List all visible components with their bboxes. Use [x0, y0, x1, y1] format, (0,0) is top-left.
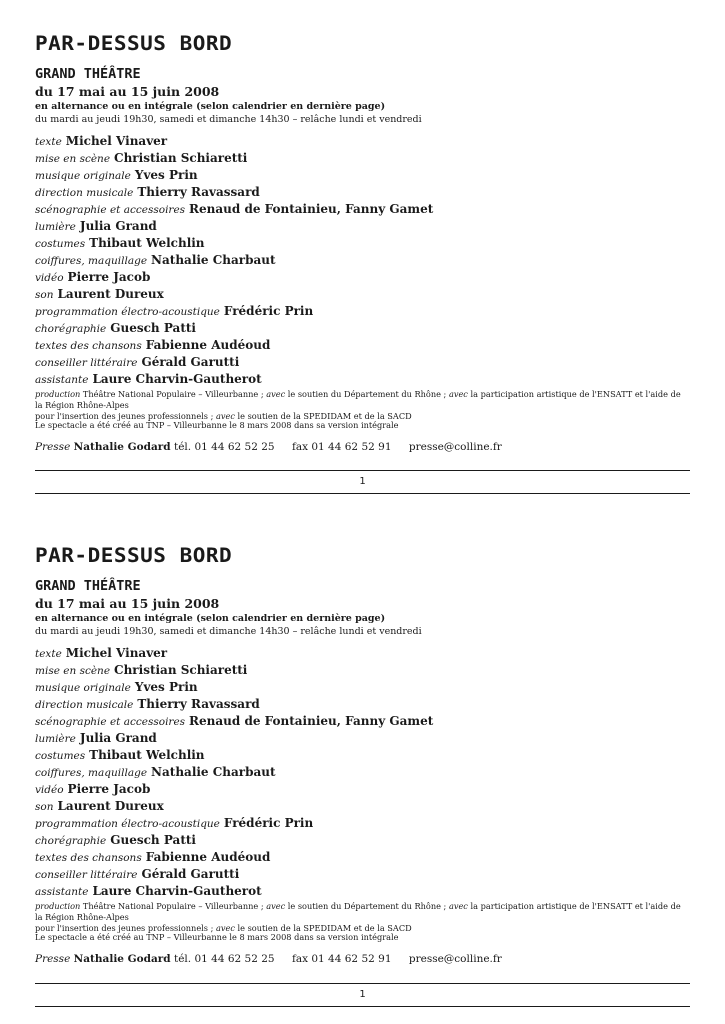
production-avec: avec	[448, 389, 468, 399]
credit-role: vidéo	[35, 272, 64, 284]
credits-list	[35, 131, 690, 386]
credit-name: Julia Grand	[79, 219, 157, 233]
date-range: du 17 mai au 15 juin 2008	[35, 596, 220, 611]
production-text: la participation artistique de l'ENSATT et l'aide de la Région Rhône-Alpes	[35, 389, 681, 410]
credit-name: Renaud de Fontainieu, Fanny Gamet	[189, 714, 434, 728]
press-email: presse@colline.fr	[408, 441, 502, 453]
credit-role: direction musicale	[35, 699, 134, 711]
production-text: pour l'insertion des jeunes professionnels ;	[35, 411, 214, 421]
alternance-note: en alternance ou en intégrale (selon calendrier en dernière page)	[35, 101, 386, 112]
document-sheet	[35, 540, 690, 1000]
credit-name: Thibaut Welchlin	[89, 748, 205, 762]
credit-role: mise en scène	[35, 665, 111, 677]
credit-name: Michel Vinaver	[65, 646, 168, 660]
credit-name: Yves Prin	[134, 680, 198, 694]
creation-note: Le spectacle a été créé au TNP – Villeurbanne le 8 mars 2008 dans sa version intégrale	[35, 932, 399, 942]
credit-line	[35, 813, 690, 830]
production-avec: avec	[266, 389, 286, 399]
page-footer	[35, 983, 690, 1007]
production-text: Théâtre National Populaire – Villeurbanne ;	[82, 901, 264, 911]
credit-line	[35, 216, 690, 233]
credit-line	[35, 182, 690, 199]
production-avec: avec	[266, 901, 286, 911]
credit-role: direction musicale	[35, 187, 134, 199]
credit-line	[35, 369, 690, 386]
credit-name: Nathalie Charbaut	[151, 253, 276, 267]
credit-name: Thierry Ravassard	[137, 185, 260, 199]
credit-name: Frédéric Prin	[223, 304, 314, 318]
production-text: le soutien de la SPEDIDAM et de la SACD	[237, 411, 412, 421]
page-number: 1	[359, 476, 366, 487]
credit-role: costumes	[35, 750, 86, 762]
credit-role: lumière	[35, 733, 76, 745]
credit-line	[35, 847, 690, 864]
credit-name: Thierry Ravassard	[137, 697, 260, 711]
press-email: presse@colline.fr	[408, 953, 502, 965]
credit-role: coiffures, maquillage	[35, 255, 148, 267]
credit-role: assistante	[35, 886, 89, 898]
credit-line	[35, 233, 690, 250]
credit-role: programmation électro-acoustique	[35, 306, 220, 318]
credit-role: musique originale	[35, 682, 131, 694]
credits-list	[35, 643, 690, 898]
credit-line	[35, 250, 690, 267]
venue-heading: GRAND THÉÂTRE	[35, 66, 141, 82]
press-name: Nathalie Godard	[73, 953, 171, 965]
credit-line	[35, 131, 690, 148]
credit-role: mise en scène	[35, 153, 111, 165]
production-label: production	[35, 901, 81, 911]
credit-role: son	[35, 289, 54, 301]
credit-name: Pierre Jacob	[67, 782, 151, 796]
credit-name: Julia Grand	[79, 731, 157, 745]
credit-role: texte	[35, 136, 62, 148]
page-footer	[35, 470, 690, 494]
press-contact	[35, 952, 690, 966]
page-title: PAR-DESSUS BORD	[35, 31, 233, 55]
credit-line	[35, 711, 690, 728]
credit-name: Nathalie Charbaut	[151, 765, 276, 779]
production-text: pour l'insertion des jeunes professionnels ;	[35, 923, 214, 933]
press-fax: fax 01 44 62 52 91	[291, 441, 392, 453]
credit-line	[35, 728, 690, 745]
press-label: Presse	[35, 441, 71, 453]
credit-role: textes des chansons	[35, 852, 142, 864]
credit-line	[35, 165, 690, 182]
credit-line	[35, 352, 690, 369]
press-label: Presse	[35, 953, 71, 965]
credit-line	[35, 660, 690, 677]
credit-role: programmation électro-acoustique	[35, 818, 220, 830]
credit-role: costumes	[35, 238, 86, 250]
credit-line	[35, 148, 690, 165]
credit-name: Guesch Patti	[110, 833, 196, 847]
credit-name: Fabienne Audéoud	[145, 850, 271, 864]
production-text: la participation artistique de l'ENSATT et l'aide de la Région Rhône-Alpes	[35, 901, 681, 922]
production-avec: avec	[448, 901, 468, 911]
credit-name: Fabienne Audéoud	[145, 338, 271, 352]
production-text: Théâtre National Populaire – Villeurbanne ;	[82, 389, 264, 399]
credit-name: Gérald Garutti	[141, 867, 240, 881]
credit-role: musique originale	[35, 170, 131, 182]
alternance-note: en alternance ou en intégrale (selon calendrier en dernière page)	[35, 613, 386, 624]
production-text: le soutien du Département du Rhône ;	[287, 901, 447, 911]
venue-heading: GRAND THÉÂTRE	[35, 578, 141, 594]
credit-line	[35, 694, 690, 711]
creation-note: Le spectacle a été créé au TNP – Villeurbanne le 8 mars 2008 dans sa version intégrale	[35, 420, 399, 430]
credit-line	[35, 267, 690, 284]
press-contact	[35, 440, 690, 454]
credit-name: Laurent Dureux	[57, 799, 164, 813]
credit-line	[35, 881, 690, 898]
credit-name: Pierre Jacob	[67, 270, 151, 284]
press-tel: tél. 01 44 62 52 25	[173, 953, 275, 965]
production-note	[35, 389, 690, 421]
production-note	[35, 901, 690, 933]
credit-line	[35, 301, 690, 318]
credit-role: conseiller littéraire	[35, 357, 138, 369]
credit-role: scénographie et accessoires	[35, 204, 186, 216]
production-avec: avec	[215, 923, 235, 933]
credit-line	[35, 677, 690, 694]
credit-name: Guesch Patti	[110, 321, 196, 335]
credit-line	[35, 318, 690, 335]
production-avec: avec	[215, 411, 235, 421]
credit-role: texte	[35, 648, 62, 660]
credit-name: Michel Vinaver	[65, 134, 168, 148]
credit-line	[35, 335, 690, 352]
schedule-times: du mardi au jeudi 19h30, samedi et dimanche 14h30 – relâche lundi et vendredi	[35, 626, 422, 637]
credit-name: Laure Charvin-Gautherot	[92, 372, 262, 386]
credit-line	[35, 762, 690, 779]
credit-name: Christian Schiaretti	[114, 151, 248, 165]
credit-line	[35, 779, 690, 796]
credit-role: son	[35, 801, 54, 813]
credit-line	[35, 745, 690, 762]
document-sheet	[35, 28, 690, 487]
date-range: du 17 mai au 15 juin 2008	[35, 84, 220, 99]
press-tel: tél. 01 44 62 52 25	[173, 441, 275, 453]
credit-role: chorégraphie	[35, 323, 107, 335]
page-number: 1	[359, 989, 366, 1000]
credit-name: Gérald Garutti	[141, 355, 240, 369]
credit-role: chorégraphie	[35, 835, 107, 847]
credit-line	[35, 796, 690, 813]
credit-name: Christian Schiaretti	[114, 663, 248, 677]
credit-role: conseiller littéraire	[35, 869, 138, 881]
production-text: le soutien de la SPEDIDAM et de la SACD	[237, 923, 412, 933]
credit-line	[35, 284, 690, 301]
production-text: le soutien du Département du Rhône ;	[287, 389, 447, 399]
schedule-times: du mardi au jeudi 19h30, samedi et dimanche 14h30 – relâche lundi et vendredi	[35, 114, 422, 125]
credit-line	[35, 864, 690, 881]
credit-name: Thibaut Welchlin	[89, 236, 205, 250]
credit-name: Frédéric Prin	[223, 816, 314, 830]
credit-name: Laure Charvin-Gautherot	[92, 884, 262, 898]
credit-line	[35, 830, 690, 847]
credit-role: scénographie et accessoires	[35, 716, 186, 728]
credit-line	[35, 199, 690, 216]
page-title: PAR-DESSUS BORD	[35, 543, 233, 567]
credit-role: coiffures, maquillage	[35, 767, 148, 779]
credit-role: textes des chansons	[35, 340, 142, 352]
credit-role: lumière	[35, 221, 76, 233]
credit-role: vidéo	[35, 784, 64, 796]
production-label: production	[35, 389, 81, 399]
credit-role: assistante	[35, 374, 89, 386]
credit-name: Laurent Dureux	[57, 287, 164, 301]
credit-name: Renaud de Fontainieu, Fanny Gamet	[189, 202, 434, 216]
press-name: Nathalie Godard	[73, 441, 171, 453]
credit-name: Yves Prin	[134, 168, 198, 182]
credit-line	[35, 643, 690, 660]
press-fax: fax 01 44 62 52 91	[291, 953, 392, 965]
